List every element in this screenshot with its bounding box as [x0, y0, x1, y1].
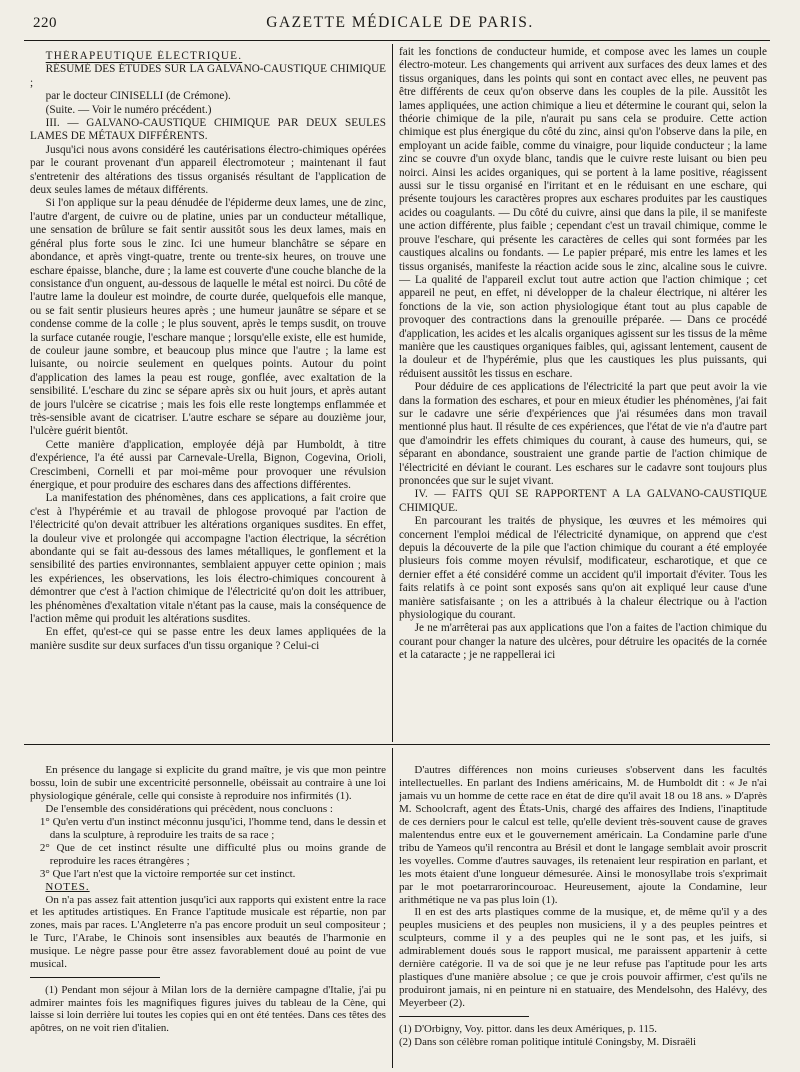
article-right-column	[399, 46, 767, 740]
footnote-rule	[399, 1016, 529, 1017]
paragraph: Si l'on applique sur la peau dénudée de l'épiderme deux lames, une de zinc, l'autre d'argent, de cuivre ou de platine, unies par un conducteur métallique, une sensation de brûlure se fait sentir aussitôt sous les deux lames, mais en général plus forte sous le zinc. Ici une humeur blanchâtre se sépare en abondance, et après vingt-quatre, trente ou trente-six heures, on trouve une eschare épaisse, blanche, dure ; la lame est couverte d'une couche blanche de la consistance d'un onguent, au-dessous de laquelle le métal est noirci. Du côté de l'autre lame la douleur est moindre, de courte durée, quelquefois elle manque, ou se fait sentir plusieurs heures après ; une humeur jaunâtre se sépare et se condense comme de la colle ; le plus souvent, après le temps susdit, on trouve la surface cutanée rougie, l'eschare manque ; lorsqu'elle existe, elle est humide, de couleur jaune sombre, et beaucoup plus mince que l'autre ; la lame est luisante, ou noircie seulement en quelques points. Autour du point d'application des lames la peau est rouge, gonflée, avec exaltation de la sensibilité. L'eschare du zinc se sépare après six ou huit jours, et après autant de jours l'ulcère se cicatrise ; mais les fois elle reste longtemps enflammée et très-sensible avant de cicatriser. L'autre eschare se sépare au douzième jour, l'ulcère guérit bientôt.	[30, 197, 386, 438]
footnote-rule	[30, 977, 160, 978]
page-number: 220	[33, 15, 57, 31]
paragraph: Cette manière d'application, employée déjà par Humboldt, à titre d'expérience, l'a été aussi par Carnevale-Urella, Bignon, Cogevina, Orioli, Crescimbeni, Cornelli et par moi-même pour provoquer une révulsion énergique, et pour produire des eschares dans des affections différentes.	[30, 438, 386, 491]
footnote: (1) Pendant mon séjour à Milan lors de la dernière campagne d'Italie, j'ai pu admirer maintes fois les magnifiques figures juives du tableau de la Cène, qui laisse si loin derrière lui toutes les copies qui en ont été tentées. Dans ces têtes des apôtres, on ne voit rien d'italien.	[30, 984, 386, 1035]
paragraph: On n'a pas assez fait attention jusqu'ici aux rapports qui existent entre la race et les aptitudes artistiques. En France l'aptitude musicale est répartie, non par zones, mais par races. L'Angleterre n'a pas encore produit un seul compositeur ; le Turc, l'Arabe, le Chinois sont insensibles aux beautés de l'harmonie en musique. Le nègre passe pour être assez favorablement doué au point de vue musical.	[30, 893, 386, 971]
column-divider	[392, 748, 393, 1068]
conclusion-item: 3° Que l'art n'est que la victoire remportée sur cet instinct.	[39, 867, 296, 880]
article-title: THÉRAPEUTIQUE ÉLECTRIQUE.	[45, 50, 243, 62]
section-3-heading: III. — GALVANO-CAUSTIQUE CHIMIQUE PAR DEUX SEULES LAMES DE MÉTAUX DIFFÉRENTS.	[30, 117, 386, 143]
paragraph: D'autres différences non moins curieuses s'observent dans les facultés intellectuelles. En parlant des Indiens américains, M. de Humboldt dit : « Je n'ai jamais vu un homme de cette race en état de dire qu'il avait 18 ou 18 ans. » D'après M. Schoolcraft, agent des États-Unis, chargé des affaires des Indiens, l'inaptitude de ces derniers pour le calcul est telle, qu'elle devient très-souvent cause de graves malentendus entre eux et le gouvernement américain. La Condamine parle d'une tribu de Yameos qu'il rencontra au Brésil et dont le langage semblait avoir proscrit les voyelles. Comme d'autres sauvages, ils retenaient leur respiration en parlant, et les mots étaient d'une longueur démesurée. Ainsi le monosyllabe trois s'exprimait par le mot poetarrarorincouroac. Heureusement, ajoute la Condamine, leur arithmétique ne va pas plus loin (1).	[399, 764, 767, 906]
paragraph: Il en est des arts plastiques comme de la musique, et, de même qu'il y a des peuples musiciens et des peuples non musiciens, il y a des peuples peintres et sculpteurs, comme il y a des peuples qui ne le sont pas, et les juifs, si admirablement doués sous le rapport musical, me paraissent appartenir à cette dernière catégorie. Il va de soi que je ne leur refuse pas l'aptitude pour les arts plastiques d'une manière absolue ; ce que je crois pouvoir affirmer, c'est qu'ils ne produiront jamais, ni en peinture ni en statuaire, des Mendelsohn, des Halévy, des Meyerbeer (2).	[399, 906, 767, 1010]
feuilleton-rule	[24, 744, 770, 745]
paragraph: fait les fonctions de conducteur humide, et compose avec les lames un couple électro-moteur. Les changements qui arrivent aux surfaces des deux lames et des tissus organiques, dans les points qui sont en contact avec elles, ne peuvent pas être différents de ceux qu'on observe dans les couples de la pile. Aussitôt les lames appliquées, une action chimique a lieu et détermine le courant qui, selon la théorie chimique de la pile, n'aurait pu sans cela se produire. Cette action chimique est plus énergique du côté du zinc, ainsi qu'on l'observe dans la pile, en employant un acide faible, comme du vinaigre, pour liquide conducteur ; la lame zinc se couvre d'un oxyde blanc, tandis que le cuivre reste luisant ou bien peu noirci. Ainsi les acides organiques, qui se portent à la lame positive, réagissent aussi sur le tissu organisé en l'irritant et en le réduisant en une eschare, qui présente toujours les caractères propres aux eschares produites par les caustiques acides ou coagulants. — Du côté du cuivre, ainsi que dans la pile, il se manifeste une action différente, plus faible ; cependant c'est un travail chimique, comme le prouve l'eschare, qui présente les caractères de celles qui sont formées par les caustiques alcalins ou fondants. — Le papier préparé, mis entre les lames et les tissus organisés, manifeste la réaction acide sous le zinc, alcaline sous le cuivre. — La qualité de l'appareil exclut tout autre action que l'action chimique ; cet appareil ne peut, en effet, ni développer de la chaleur électrique, ni altérer les fonctions de la vie, son action physiologique étant tout au plus capable de provoquer des contractions dans la grenouille préparée. — Dans ce procédé d'application, les acides et les alcalis organiques agissent sur les tissus de la même manière que les caustiques organiques faibles, qui, agissant lentement, causent de la douleur et de l'hypérémie, plus que les caustiques les plus puissants, qui réduisent aussitôt les tissus en eschare.	[399, 46, 767, 380]
conclusion-item: 1° Qu'en vertu d'un instinct méconnu jusqu'ici, l'homme tend, dans le dessin et dans la sculpture, à reproduire les traits de sa race ;	[39, 815, 386, 841]
section-4-heading: IV. — FAITS QUI SE RAPPORTENT A LA GALVANO-CAUSTIQUE CHIMIQUE.	[399, 488, 767, 514]
paragraph: En présence du langage si explicite du grand maître, je vis que mon peintre bossu, loin de subir une excentricité personnelle, obéissait au contraire à une loi physiologique générale, celle qui consiste à reproduire nos infirmités (1).	[30, 764, 386, 802]
paragraph: En effet, qu'est-ce qui se passe entre les deux lames appliquées de la manière susdite sur deux surfaces d'un tissu organique ? Celui-ci	[30, 626, 386, 652]
feuilleton-left-column	[30, 764, 386, 1064]
footnote: (2) Dans son célèbre roman politique intitulé Coningsby, M. Disraëli	[399, 1035, 697, 1048]
paragraph: Pour déduire de ces applications de l'électricité la part que peut avoir la vie dans la formation des eschares, et pour en mieux étudier les phénomènes, j'ai fait sur le cadavre une série d'expériences que j'ai résumées dans mon travail mentionné plus haut. Il résulte de ces expériences, que l'état de vie n'a d'autre part que d'amoindrir les effets chimiques du courant, à cause des humeurs, qui, se séparant en abondance, soustraient une grande partie de l'action chimique de l'électricité en déviant le courant. Les eschares sur le cadavre sont toujours plus prononcées que sur le sujet vivant.	[399, 381, 767, 487]
feuilleton-right-column	[399, 764, 767, 1068]
journal-title: GAZETTE MÉDICALE DE PARIS.	[266, 14, 534, 31]
notes-heading: NOTES.	[45, 880, 90, 893]
column-divider	[392, 44, 393, 742]
paragraph: La manifestation des phénomènes, dans ces applications, a fait croire que c'est à l'hypérémie et au travail de phlogose provoqué par l'action de l'électricité qu'on devait attribuer les altérations organiques susdites. En effet, la douleur vive et prolongée qui accompagne l'action électrique, la sécrétion abondante qui se fait au-dessous des lames métalliques, le gonflement et la sensibilité des parties environnantes, semblaient appuyer cette opinion ; mais les expériences, les observations, les lois électro-chimiques concourent à démontrer que c'est à l'action chimique de l'électricité qu'on doit les attribuer, les phénomènes d'exaltation vitale n'étant pas la cause, mais la conséquence de l'action même qui produit les altérations susdites.	[30, 492, 386, 626]
paragraph: Jusqu'ici nous avons considéré les cautérisations électro-chimiques opérées par le courant provenant d'un appareil électromoteur ; maintenant il faut s'entretenir des altérations des tissus organisés résultant de l'application de deux seules lames de métaux différents.	[30, 143, 386, 197]
paragraph: De l'ensemble des considérations qui précèdent, nous concluons :	[45, 802, 333, 815]
footnote: (1) D'Orbigny, Voy. pittor. dans les deux Amériques, p. 115.	[399, 1023, 657, 1036]
paragraph: Je ne m'arrêterai pas aux applications que l'on a faites de l'action chimique du courant pour changer la nature des ulcères, pour détruire les opacités de la cornée et la cataracte ; je ne rappellerai ici	[399, 622, 767, 662]
article-subtitle: RÉSUMÉ DES ÉTUDES SUR LA GALVANO-CAUSTIQUE CHIMIQUE ;	[30, 63, 386, 89]
page-header	[0, 0, 800, 44]
header-rule	[24, 40, 770, 41]
conclusion-item: 2° Que de cet instinct résulte une difficulté plus ou moins grande de reproduire les races étrangères ;	[39, 841, 386, 867]
article-author: par le docteur CINISELLI (de Crémone).	[45, 90, 231, 103]
paragraph: En parcourant les traités de physique, les œuvres et les mémoires qui concernent l'emploi médical de l'électricité dynamique, on apprend que c'est depuis la découverte de la pile que l'action chimique du courant a été employée plusieurs fois comme moyen révulsif, modificateur, escharotique, et que ce dernier effet a été considéré comme un accident qu'il importait d'éviter. Tous les faits relatifs à ce point sont exposés sans qu'on ait expliqué leur cause d'une manière satisfaisante ; on les a attribués à la chaleur électrique ou à l'action physiologique du courant.	[399, 515, 767, 622]
continuation-note: (Suite. — Voir le numéro précédent.)	[45, 103, 212, 116]
article-left-column	[30, 50, 386, 740]
